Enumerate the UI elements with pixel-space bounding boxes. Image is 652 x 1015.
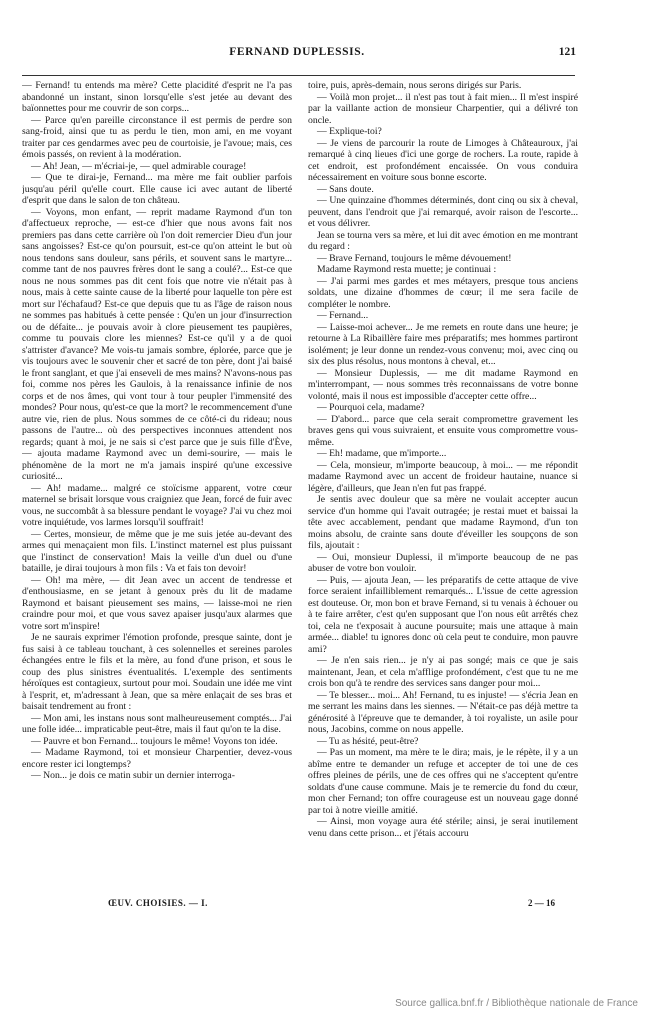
paragraph: toire, puis, après-demain, nous serons dirigés sur Paris. [308, 80, 522, 91]
paragraph: — Oh! ma mère, — dit Jean avec un accent de tendresse et d'enthousiasme, en se jetant à genoux près du lit de madame Raymond et baisant pieusement ses mains, — laisse-moi ne rien craindre pour moi, et que vous savez apaiser jusqu'aux alarmes que votre sort m'inspire! [22, 574, 292, 632]
footer-sheet-number: 2 — 16 [528, 898, 555, 908]
header-rule [22, 75, 575, 76]
paragraph: — Fernand! tu entends ma mère? Cette placidité d'esprit ne l'a pas abandonné un instant, sinon lorsqu'elle s'est jetée au devant des baïonnettes pour me couvrir de son corps... [22, 80, 292, 114]
page-footer [22, 898, 575, 912]
paragraph: — Laisse-moi achever... Je me remets en route dans une heure; je retourne à La Ribaillère faire mes préparatifs; mes hommes partiront isolément; je leur donne un rendez-vous convenu; moi, avec cinq ou six des plus résolus, nous montons à cheval, et... [308, 321, 578, 367]
footer-signature: ŒUV. CHOISIES. — I. [108, 898, 208, 908]
source-credit: Source gallica.bnf.fr / Bibliothèque nationale de France [395, 998, 638, 1009]
paragraph: — Voyons, mon enfant, — reprit madame Raymond d'un ton d'affectueux reproche, — est-ce d'hier que nous avons fait nos premiers pas dans cette carrière où l'on doit remercier Dieu d'un jour sans angoisses? Est-ce qu'on poursuit, est-ce qu'on atteint le but où nous tendons sans douleur, sans périls, et souvent sans le martyre... comme tant de nos pauvres frères dont le sang a coulé?... Est-ce que nous ne nous sommes pas dit cent fois que notre vie n'était pas à nous, mais à cette sainte cause de la liberté pour laquelle ton père est mort sur l'échafaud? Est-ce que depuis que tu as l'âge de raison nous ne sommes pas habitués à cette pensée : Qu'en un jour d'insurrection ou de défaite... je pouvais avoir à clore pieusement tes paupières, comme tu pouvais clore les miennes? Est-ce qu'il y a de quoi s'attrister d'avance? Me vois-tu jamais sombre, éplorée, parce que je vis toujours avec le souvenir cher et sacré de ton père, dont j'ai baisé le front sanglant, et que j'ai enseveli de mes mains? N'avons-nous pas foi, comme nos pères les Gaulois, à la renaissance infinie de nos corps et de nos âmes, qui vont tour à tour peupler l'immensité des mondes? Pour nous, qu'est-ce que la mort? le recommencement d'une autre vie, rien de plus. Nous sommes de ce côté-ci du rideau; nous passons de l'autre... où des perspectives inconnues attendent nos regards; quant à moi, je ne sais si c'est parce que je suis fille d'Ève, — ajouta madame Raymond avec un demi-sourire, — mais le phénomène de la mort ne m'a jamais inspiré qu'une excessive curiosité... [22, 206, 292, 482]
running-title: FERNAND DUPLESSIS. [229, 46, 365, 58]
paragraph: — Pauvre et bon Fernand... toujours le même! Voyons ton idée. [31, 735, 278, 747]
paragraph: — Cela, monsieur, m'importe beaucoup, à moi... — me répondit madame Raymond avec un accent de froideur hautaine, nuance si légère, d'ailleurs, que Jean n'en fut pas frappé. [308, 459, 578, 494]
paragraph: — Tu as hésité, peut-être? [317, 735, 419, 747]
paragraph: — Une quinzaine d'hommes déterminés, dont cinq ou six à cheval, peuvent, dans l'endroit que j'ai remarqué, avoir raison de l'escorte... et vous délivrer. [308, 195, 578, 229]
paragraph: — Certes, monsieur, de même que je me suis jetée au-devant des armes qui menaçaient mon fils. L'instinct maternel est plus puissant que l'instinct de conservation! Mais la veille d'un duel ou d'une bataille, je dirai toujours à mon fils : Va et fais ton devoir! [22, 528, 292, 574]
paragraph: Jean se tourna vers sa mère, et lui dit avec émotion en me montrant du regard : [308, 229, 578, 252]
paragraph: — Pourquoi cela, madame? [317, 402, 425, 413]
paragraph: — D'abord... parce que cela serait compromettre gravement les braves gens qui vous suivraient, et ensuite vous compromettre vous-même. [308, 413, 578, 448]
paragraph: — Monsieur Duplessis, — me dit madame Raymond en m'interrompant, — nous sommes très reconnaissans de votre bonne volonté, mais il nous est impossible d'accepter cette offre... [308, 367, 578, 402]
paragraph: Je ne saurais exprimer l'émotion profonde, presque sainte, dont je fus saisi à ce tableau touchant, à ces solennelles et sereines paroles échangées entre le fils et la mère, au fond d'une prison, et sous le coup des plus sinistres éventualités. L'exemple des sentiments héroïques est contagieux, surtout pour moi. Soudain une idée me vint à l'esprit, et, m'adressant à Jean, que sa mère enlaçait de ses bras et baisait tendrement au front : [22, 632, 292, 712]
text-column-right [308, 80, 578, 892]
paragraph: — Mon ami, les instans nous sont malheureusement comptés... J'ai une folle idée... impraticable peut-être, mais il faut qu'on te la dise. [22, 712, 292, 735]
paragraph: — Ah! Jean, — m'écriai-je, — quel admirable courage! [31, 160, 247, 172]
paragraph: — Non... je dois ce matin subir un dernier interroga- [31, 770, 235, 781]
paragraph: — Madame Raymond, toi et monsieur Charpentier, devez-vous encore rester ici longtemps? [22, 747, 292, 770]
paragraph: — Pas un moment, ma mère te le dira; mais, je le répète, il y a un abîme entre te demander un refuge et accepter de toi une de ces offres pleines de périls, une de ces offres qui ne s'acceptent qu'entre soldats d'une cause commune. Mais je te remercie du fond du cœur, mon cher Fernand; ton offre courageuse est un nouveau gage donné par toi à notre vieille amitié. [308, 747, 578, 816]
paragraph: — Eh! madame, que m'importe... [317, 448, 447, 459]
paragraph: — Puis, — ajouta Jean, — les préparatifs de cette attaque de vive force seraient infailliblement remarqués... L'issue de cette agression est douteuse. Or, mon bon et brave Fernand, si tu venais à échouer ou à te faire arrêter, c'est qu'en supposant que l'on nous eût arrêtés chez toi, cela ne t'exposait à aucune poursuite; mais une attaque à main armée... diable! tu ignores donc où cela peut te conduire, mon pauvre ami? [308, 574, 578, 655]
paragraph: — Ainsi, mon voyage aura été stérile; ainsi, je serai inutilement venu dans cette prison... et j'étais accouru [308, 816, 578, 839]
paragraph: Je sentis avec douleur que sa mère ne voulait accepter aucun service d'un homme qui l'avait outragée; je restai muet et baissai la tête avec accablement, pendant que madame Raymond, d'un ton moins absolu, de crainte sans doute d'éveiller les soupçons de son fils, ajoutait : [308, 494, 578, 551]
paragraph: — Parce qu'en pareille circonstance il est permis de perdre son sang-froid, ainsi que tu as perdu le tien, mon ami, en me voyant traiter par ces gendarmes avec peu de courtoisie, je l'avoue; mais, ces émois passés, on revient à la modération. [22, 114, 292, 160]
paragraph: — Brave Fernand, toujours le même dévouement! [317, 252, 512, 264]
paragraph: — Que te dirai-je, Fernand... ma mère me fait oublier parfois jusqu'au péril qu'elle court. Elle cause ici avec autant de liberté d'esprit que dans le salon de ton château. [22, 172, 292, 206]
paragraph: — Explique-toi? [317, 126, 382, 137]
paragraph: — J'ai parmi mes gardes et mes métayers, presque tous anciens soldats, une dizaine d'hommes de cœur; il me sera facile de compléter le nombre. [308, 275, 578, 310]
paragraph: — Te blesser... moi... Ah! Fernand, tu es injuste! — s'écria Jean en me serrant les mains dans les siennes. — N'était-ce pas déjà mettre ta générosité à l'épreuve que te demander, à toi royaliste, un asile pour nous, Jacobins, comme on nous appelle. [308, 689, 578, 735]
text-column-left [22, 80, 292, 892]
paragraph: — Je n'en sais rien... je n'y ai pas songé; mais ce que je sais maintenant, Jean, et cela m'afflige profondément, c'est que tu ne me crois bon qu'à te rendre des services sans danger pour moi... [308, 655, 578, 689]
paragraph: Madame Raymond resta muette; je continuai : [317, 264, 497, 275]
paragraph: — Fernand... [317, 310, 369, 321]
paragraph: — Sans doute. [317, 183, 374, 195]
paragraph: — Voilà mon projet... il n'est pas tout à fait mien... Il m'est inspiré par la vaillante action de monsieur Charpentier, qui a délivré ton oncle. [308, 91, 578, 126]
running-header [22, 46, 576, 64]
paragraph: — Je viens de parcourir la route de Limoges à Châteauroux, j'ai remarqué à cinq lieues d'ici une gorge de rochers. La route, rapide à cet endroit, est profondément encaissée. On vous conduira nécessairement en voiture sous bonne escorte. [308, 137, 578, 183]
page-number: 121 [558, 46, 576, 58]
paragraph: — Ah! madame... malgré ce stoïcisme apparent, votre cœur maternel se brisait lorsque vous craigniez que Jean, forcé de fuir avec vous, ne succombât à sa blessure pendant le voyage? J'ai vu chez moi votre inquiétude, vos larmes lorsqu'il souffrait! [22, 482, 292, 528]
paragraph: — Oui, monsieur Duplessi, il m'importe beaucoup de ne pas abuser de votre bon vouloir. [308, 551, 578, 574]
